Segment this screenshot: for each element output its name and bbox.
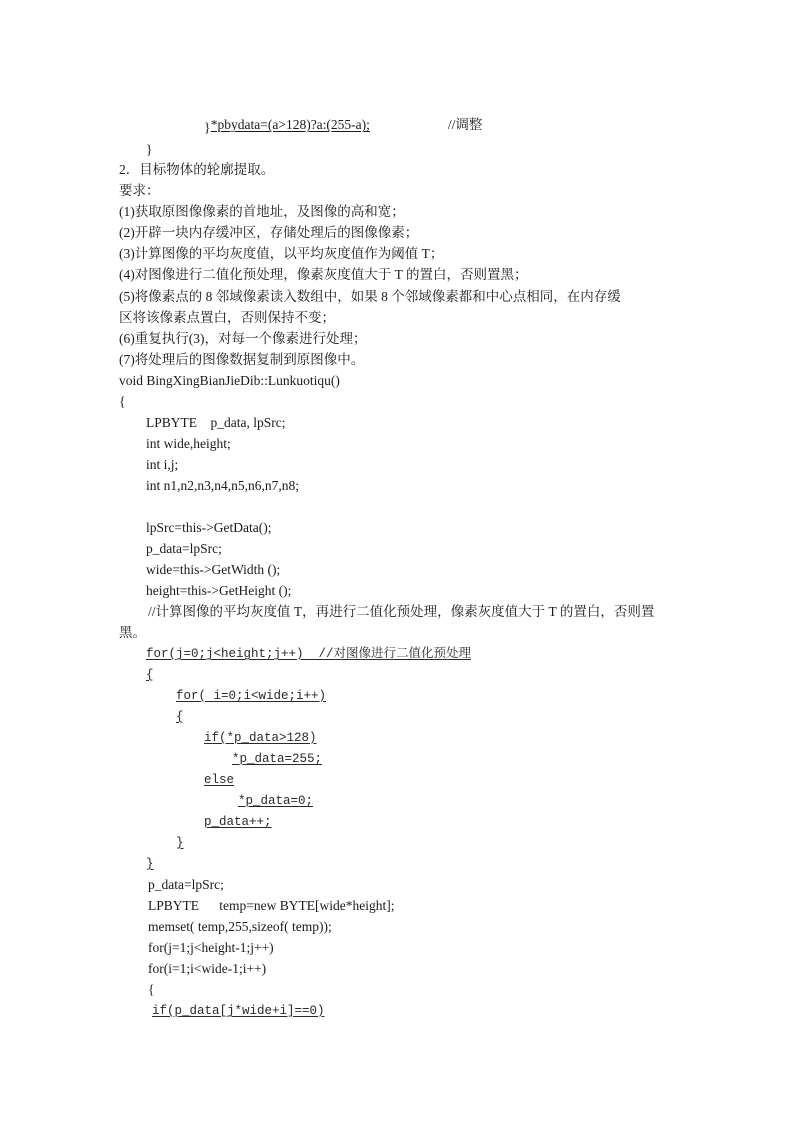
code-line-underlined bbox=[152, 1002, 325, 1020]
code-line: for(j=1;j<height-1;j++) bbox=[148, 940, 274, 955]
function-signature: void BingXingBianJieDib::Lunkuotiqu() bbox=[119, 373, 340, 388]
code-line-underlined bbox=[146, 729, 317, 747]
code-text: { bbox=[146, 668, 154, 682]
code-line-underlined bbox=[146, 750, 322, 768]
code-line: memset( temp,255,sizeof( temp)); bbox=[148, 919, 332, 934]
requirement-item-continued: 区将该像素点置白，否则保持不变； bbox=[119, 310, 335, 325]
code-text: for(j=0;j<height;j++) //对图像进行二值化预处理 bbox=[146, 647, 472, 661]
code-line: int i,j; bbox=[146, 457, 179, 472]
code-line: { bbox=[119, 394, 126, 409]
code-text: *p_data=0; bbox=[238, 794, 314, 808]
code-text: p_data++; bbox=[204, 815, 272, 829]
code-line: p_data=lpSrc; bbox=[148, 877, 224, 892]
requirement-item: (1)获取原图像像素的首地址，及图像的高和宽； bbox=[119, 204, 405, 219]
requirement-item: (6)重复执行(3)，对每一个像素进行处理； bbox=[119, 331, 367, 346]
code-text: if(p_data[j*wide+i]==0) bbox=[152, 1004, 325, 1018]
code-text: for( i=0;i<wide;i++) bbox=[176, 689, 327, 703]
code-text: } bbox=[176, 836, 184, 850]
code-line-underlined bbox=[146, 792, 319, 810]
code-line-underlined bbox=[146, 813, 272, 831]
code-text: else bbox=[204, 773, 235, 787]
code-text: { bbox=[176, 710, 184, 724]
code-line: LPBYTE p_data, lpSrc; bbox=[146, 415, 286, 430]
code-line-underlined bbox=[146, 687, 326, 705]
code-text: *pbydata=(a>128)?a:(255-a); bbox=[210, 117, 370, 132]
section-heading: 2．目标物体的轮廓提取。 bbox=[119, 162, 275, 177]
code-comment-line-continued: 黑。 bbox=[119, 625, 146, 640]
code-comment: //调整 bbox=[447, 117, 483, 132]
requirement-item: (7)将处理后的图像数据复制到原图像中。 bbox=[119, 352, 365, 367]
code-comment-line: //计算图像的平均灰度值 T，再进行二值化预处理，像素灰度值大于 T 的置白，否则置 bbox=[148, 604, 655, 619]
code-text: } bbox=[146, 857, 154, 871]
requirements-label: 要求： bbox=[119, 183, 160, 198]
requirement-item: (2)开辟一块内存缓冲区，存储处理后的图像像素； bbox=[119, 225, 419, 240]
code-line: } bbox=[146, 142, 153, 157]
code-line: wide=this->GetWidth (); bbox=[146, 562, 281, 577]
code-line-underlined bbox=[146, 708, 188, 726]
code-line-underlined bbox=[146, 834, 184, 852]
code-line: LPBYTE temp=new BYTE[wide*height]; bbox=[148, 898, 395, 913]
code-text: if(*p_data>128) bbox=[204, 731, 317, 745]
code-line-underlined bbox=[146, 771, 238, 789]
code-line-underlined bbox=[146, 645, 471, 663]
code-line-underlined bbox=[146, 666, 160, 684]
code-line: int wide,height; bbox=[146, 436, 231, 451]
requirement-item: (4)对图像进行二值化预处理，像素灰度值大于 T 的置白，否则置黑； bbox=[119, 267, 528, 282]
code-line: { bbox=[148, 982, 155, 997]
requirement-item: (3)计算图像的平均灰度值，以平均灰度值作为阈值 T； bbox=[119, 246, 444, 261]
code-line: } bbox=[204, 120, 211, 135]
code-line-underlined bbox=[146, 855, 160, 873]
code-line: for(i=1;i<wide-1;i++) bbox=[148, 961, 267, 976]
code-line: int n1,n2,n3,n4,n5,n6,n7,n8; bbox=[146, 478, 300, 493]
underline-gap bbox=[370, 116, 434, 134]
code-line-adjust bbox=[204, 98, 482, 134]
code-line: p_data=lpSrc; bbox=[146, 541, 222, 556]
code-line: height=this->GetHeight (); bbox=[146, 583, 292, 598]
code-line: lpSrc=this->GetData(); bbox=[146, 520, 272, 535]
code-text: *p_data=255; bbox=[232, 752, 323, 766]
requirement-item: (5)将像素点的 8 邻域像素读入数组中，如果 8 个邻域像素都和中心点相同，在内存缓 bbox=[119, 289, 621, 304]
